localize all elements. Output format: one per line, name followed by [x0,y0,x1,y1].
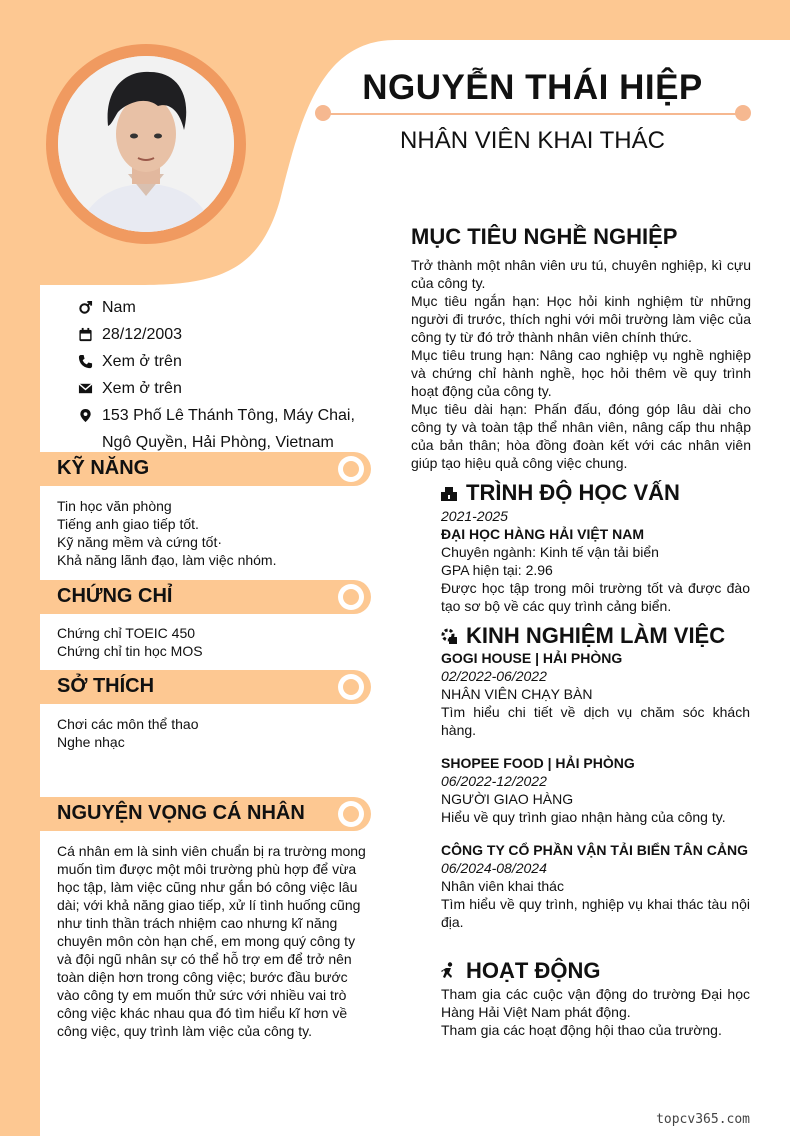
aspiration-title: NGUYỆN VỌNG CÁ NHÂN [57,802,305,824]
phone-value: Xem ở trên [102,353,182,370]
heart-icon [338,674,364,700]
education-major: Chuyên ngành: Kinh tế vận tải biển [441,544,659,560]
skills-header [40,452,371,486]
phone-icon [78,348,102,375]
candidate-name: NGUYỄN THÁI HIỆP [362,68,703,107]
contact-email [78,375,378,402]
job-position: Nhân viên khai thác [441,878,564,894]
list-item: Khả năng lãnh đạo, làm việc nhóm. [57,552,277,568]
education-note: Được học tập trong môi trường tốt và được đào tạo sơ bộ về các quy trình cảng biển. [441,580,750,614]
education-period: 2021-2025 [441,508,508,524]
list-item: Tham gia các hoạt động hội thao của trường. [441,1022,722,1038]
job-entry [441,841,750,931]
education-entry [441,507,750,615]
group-icon [338,801,364,827]
experience-heading [440,623,725,651]
address-line-2: Ngô Quyền, Hải Phòng, Vietnam [102,434,334,451]
job-description: Tìm hiểu về quy trình, nghiệp vụ khai thác tàu nội địa. [441,896,750,930]
job-period: 06/2022-12/2022 [441,773,547,789]
book-icon [440,482,460,508]
education-school: ĐẠI HỌC HÀNG HẢI VIỆT NAM [441,526,644,542]
job-period: 06/2024-08/2024 [441,860,547,876]
job-description: Hiểu về quy trình giao nhận hàng của công ty. [441,809,726,825]
contact-address [78,402,378,456]
objective-paragraph: Trở thành một nhân viên ưu tú, chuyên nghiệp, kì cựu của công ty. [411,257,751,291]
hobbies-header [40,670,371,704]
certificates-title: CHỨNG CHỈ [57,585,173,607]
experience-title: KINH NGHIỆM LÀM VIỆC [466,623,726,648]
job-entry [441,649,750,739]
brand-watermark: topcv365.com [656,1112,750,1127]
objective-body [411,256,751,472]
aspiration-text: Cá nhân em là sinh viên chuẩn bị ra trường mong muốn tìm được một môi trường phù hợp để vừa học tập, làm việc cũng như gắn bó công việc lâu dài; với khả năng giao tiếp, xử lí tình huống cũng như tinh thần trách nhiệm cao nhưng kĩ năng chuyên môn còn hạn chế, em mong quý công ty và đội ngũ nhân sự có thể hỗ trợ em để trở nên toàn diện hơn trong công việc; bước đầu bước vào công ty em muốn thử sức với nhiều vai trò công việc khác nhau qua đó tìm hiểu kĩ hơn về công việc, quy trình làm việc của công ty. [57,843,366,1039]
activities-heading [440,958,600,986]
job-company: CÔNG TY CỔ PHẦN VẬN TẢI BIỂN TÂN CẢNG [441,842,748,858]
certificates-list [57,624,357,660]
divider-dot-left [315,105,331,121]
list-item: Chứng chỉ TOEIC 450 [57,625,196,641]
activities-list [441,985,750,1039]
activities-title: HOẠT ĐỘNG [466,958,601,983]
list-item: Kỹ năng mềm và cứng tốt· [57,534,222,550]
avatar [58,56,234,232]
education-gpa: GPA hiện tại: 2.96 [441,562,553,578]
contact-birthday [78,321,378,348]
objective-title: MỤC TIÊU NGHỀ NGHIỆP [411,224,678,249]
divider-dot-right [735,105,751,121]
skills-title: KỸ NĂNG [57,457,150,479]
email-value: Xem ở trên [102,380,182,397]
address-line-1: 153 Phố Lê Thánh Tông, Máy Chai, [102,407,355,424]
skills-list [57,497,357,569]
list-item: Tiếng anh giao tiếp tốt. [57,516,199,532]
email-icon [78,375,102,402]
skills-icon [338,456,364,482]
list-item: Tin học văn phòng [57,498,172,514]
location-pin-icon [78,402,102,429]
certificates-header [40,580,371,614]
hobbies-list [57,715,357,751]
job-period: 02/2022-06/2022 [441,668,547,684]
name-divider [322,113,744,115]
job-position: NHÂN VIÊN CHẠY BÀN [441,686,593,702]
objective-paragraph: Mục tiêu ngắn hạn: Học hỏi kinh nghiệm từ những người đi trước, thích nghi với môi trường làm việc của công ty từ đó trở thành nhân viên chính thức. [411,293,751,345]
address-value [102,402,355,456]
hobbies-title: SỞ THÍCH [57,675,155,697]
contact-phone [78,348,378,375]
objective-paragraph: Mục tiêu trung hạn: Nâng cao nghiệp vụ nghề nghiệp và chứng chỉ hành nghề, học hỏi thêm về quy trình hoạt động của công ty. [411,347,751,399]
list-item: Nghe nhạc [57,734,125,750]
contact-list [78,294,378,456]
birthday-value: 28/12/2003 [102,326,183,343]
job-company: GOGI HOUSE | HẢI PHÒNG [441,650,623,666]
education-heading [440,480,680,508]
education-title: TRÌNH ĐỘ HỌC VẤN [466,480,680,505]
gender-value: Nam [102,299,136,316]
gender-icon [78,294,102,321]
candidate-role: NHÂN VIÊN KHAI THÁC [400,127,665,154]
contact-gender [78,294,378,321]
gear-briefcase-icon [440,625,460,651]
running-person-icon [440,960,460,986]
list-item: Chứng chỉ tin học MOS [57,643,203,659]
job-description: Tìm hiểu chi tiết về dịch vụ chăm sóc khách hàng. [441,704,750,738]
aspiration-header [40,797,371,831]
calendar-icon [78,321,102,348]
job-company: SHOPEE FOOD | HẢI PHÒNG [441,755,635,771]
job-entry [441,754,750,826]
job-position: NGƯỜI GIAO HÀNG [441,791,574,807]
certificate-icon [338,584,364,610]
objective-paragraph: Mục tiêu dài hạn: Phấn đấu, đóng góp lâu dài cho công ty và toàn tập thể nhân viên, nâng cấp thu nhập của bản thân; hòa đồng đoàn kết với các nhân viên giúp tạo hiệu quả công việc chung. [411,401,751,471]
list-item: Tham gia các cuộc vận động do trường Đại học Hàng Hải Việt Nam phát động. [441,986,750,1020]
list-item: Chơi các môn thể thao [57,716,199,732]
